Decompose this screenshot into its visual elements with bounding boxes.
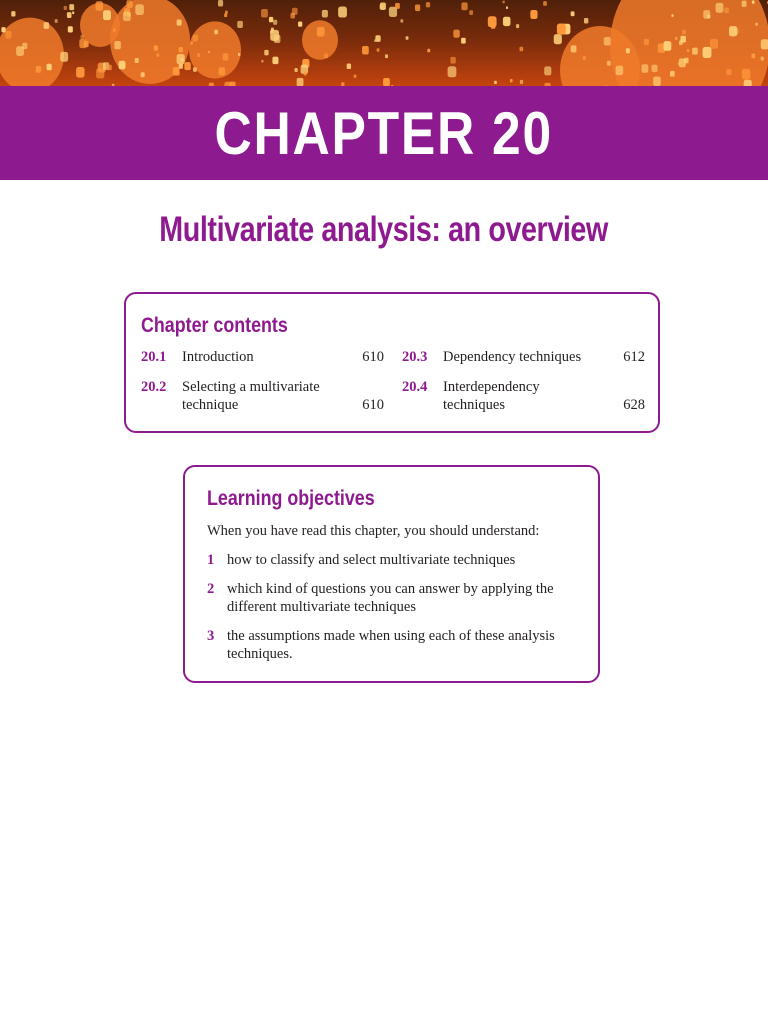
objective-item xyxy=(207,627,587,663)
objective-item xyxy=(207,580,587,616)
objectives-list xyxy=(207,551,587,674)
toc-entry-number: 20.2 xyxy=(141,379,167,395)
toc-entry-title: Introduction xyxy=(182,349,254,365)
contents-column-left xyxy=(141,348,384,426)
objectives-heading: Learning objectives xyxy=(207,487,375,510)
chapter-band xyxy=(0,86,768,180)
objectives-intro: When you have read this chapter, you should understand: xyxy=(207,523,540,539)
toc-entry[interactable] xyxy=(141,348,384,366)
toc-entry-page: 612 xyxy=(623,349,645,365)
toc-entry-number: 20.4 xyxy=(402,379,428,395)
objective-number: 2 xyxy=(207,581,215,597)
toc-entry-page: 628 xyxy=(623,397,645,413)
chapter-subtitle: Multivariate analysis: an overview xyxy=(159,210,609,249)
contents-column-right xyxy=(402,348,645,426)
objective-text: which kind of questions you can answer by applying the different multivariate techniques xyxy=(227,581,554,615)
objective-number: 1 xyxy=(207,552,215,568)
toc-entry-title: Interdependency techniques xyxy=(443,379,540,413)
objective-text: how to classify and select multivariate techniques xyxy=(227,552,516,568)
contents-heading: Chapter contents xyxy=(141,314,288,337)
toc-entry[interactable] xyxy=(402,378,645,414)
toc-entry-number: 20.3 xyxy=(402,349,428,365)
toc-entry[interactable] xyxy=(141,378,384,414)
toc-entry[interactable] xyxy=(402,348,645,366)
toc-entry-title: Dependency techniques xyxy=(443,349,582,365)
chapter-title: CHAPTER 20 xyxy=(214,99,554,167)
lantern-photo xyxy=(0,0,768,86)
toc-entry-page: 610 xyxy=(362,397,384,413)
header-image-lanterns xyxy=(0,0,768,86)
objective-text: the assumptions made when using each of these analysis techniques. xyxy=(227,628,555,662)
toc-entry-title: Selecting a multivariate technique xyxy=(182,379,320,413)
objective-item xyxy=(207,551,587,569)
toc-entry-number: 20.1 xyxy=(141,349,167,365)
learning-objectives-box xyxy=(183,465,600,683)
objective-number: 3 xyxy=(207,628,215,644)
toc-entry-page: 610 xyxy=(362,349,384,365)
chapter-contents-box xyxy=(124,292,660,433)
